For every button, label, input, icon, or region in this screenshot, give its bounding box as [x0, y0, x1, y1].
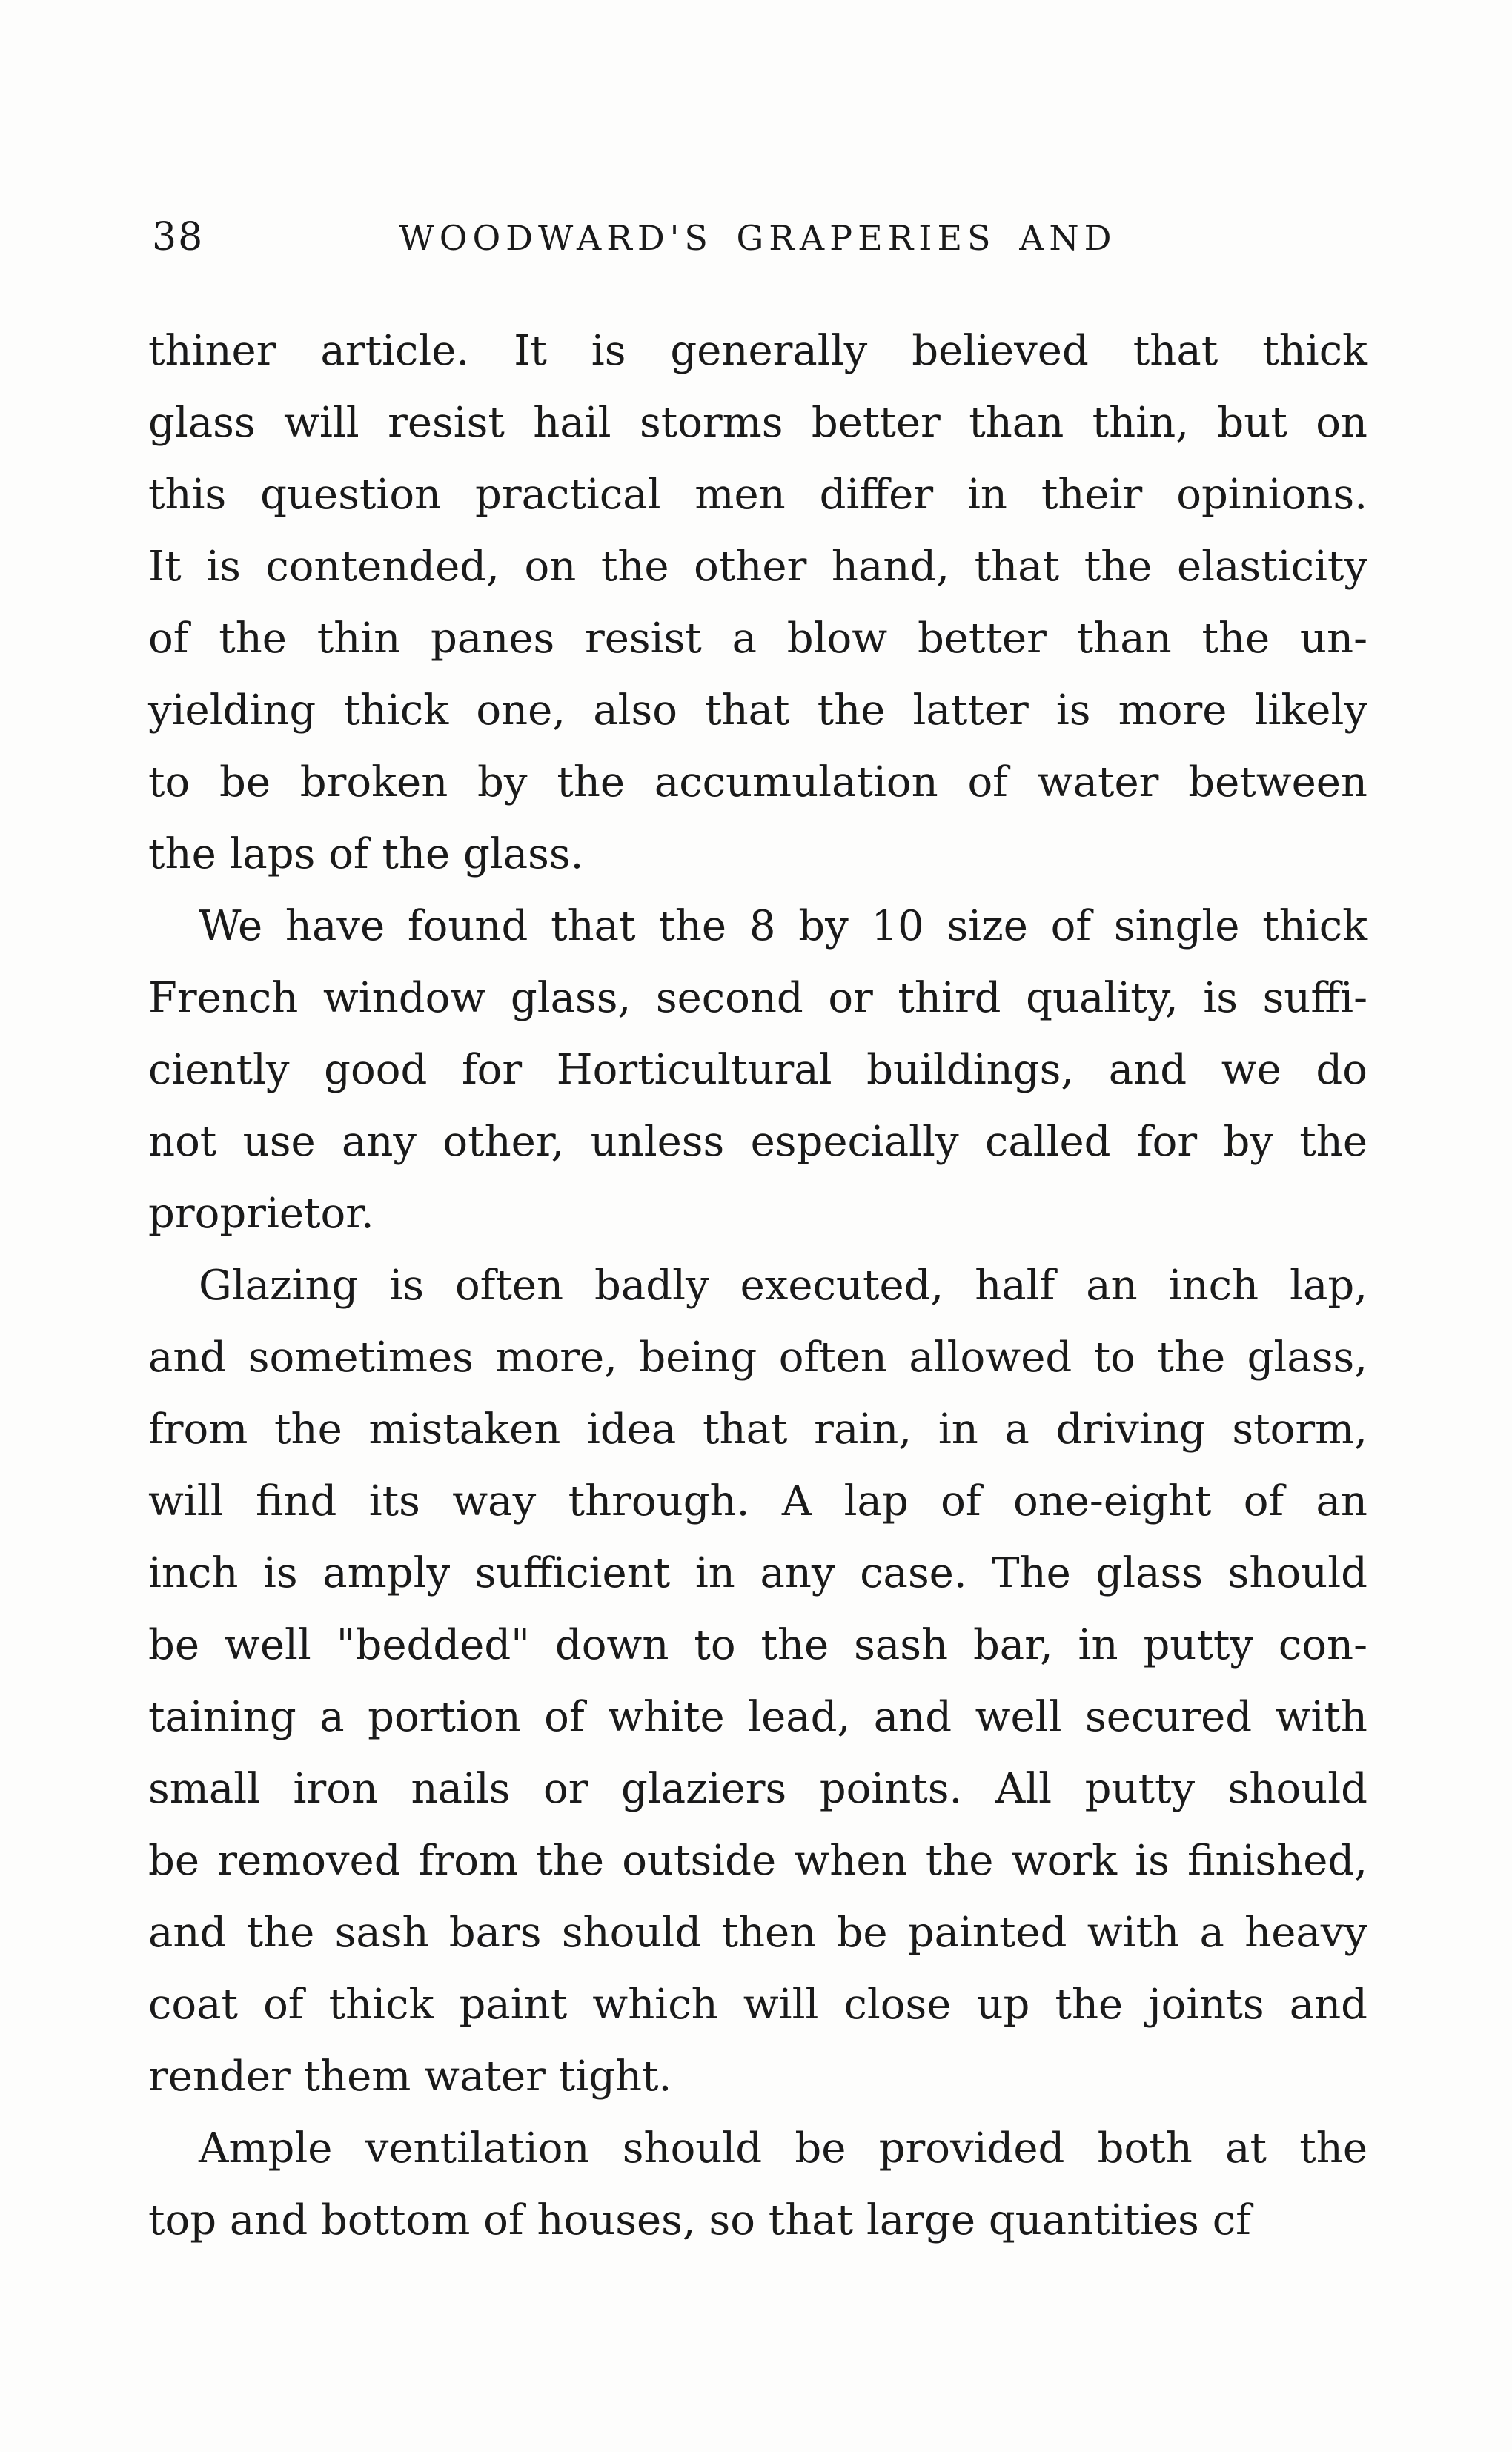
text-column: [148, 215, 1367, 2256]
text-line: render them water tight.: [148, 2052, 672, 2101]
text-line: coat of thick paint which will close up the joints and: [148, 1981, 1367, 2029]
paragraph: [148, 2113, 1367, 2256]
text-line: proprietor.: [148, 1190, 374, 1238]
text-line: Ample ventilation should be provided both at the: [199, 2124, 1367, 2173]
page-number: 38: [152, 215, 205, 259]
text-line: not use any other, unless especially called for by the: [148, 1118, 1367, 1166]
text-line: thiner article. It is generally believed that thick: [148, 327, 1367, 375]
text-line: inch is amply sufficient in any case. The glass should: [148, 1549, 1367, 1597]
text-line: taining a portion of white lead, and well secured with: [148, 1693, 1367, 1741]
text-line: be removed from the outside when the work is finished,: [148, 1837, 1367, 1885]
text-line: It is contended, on the other hand, that the elasticity: [148, 543, 1367, 591]
text-line: and the sash bars should then be painted with a heavy: [148, 1909, 1367, 1957]
paragraph: [148, 1250, 1367, 2113]
page-header: [148, 215, 1367, 271]
text-line: We have found that the 8 by 10 size of single thick: [199, 902, 1367, 950]
text-line: ciently good for Horticultural buildings, and we do: [148, 1046, 1367, 1094]
text-line: top and bottom of houses, so that large quantities cf: [148, 2196, 1251, 2244]
text-line: and sometimes more, being often allowed to the glass,: [148, 1333, 1367, 1382]
page-body: [148, 315, 1367, 2256]
text-line: this question practical men differ in their opinions.: [148, 471, 1367, 519]
running-head: WOODWARD'S GRAPERIES AND: [399, 218, 1117, 258]
text-line: Glazing is often badly executed, half an inch lap,: [199, 1262, 1367, 1310]
text-line: French window glass, second or third quality, is suffi-: [148, 974, 1367, 1022]
text-line: glass will resist hail storms better than thin, but on: [148, 399, 1367, 447]
text-line: to be broken by the accumulation of water between: [148, 758, 1367, 806]
text-line: from the mistaken idea that rain, in a driving storm,: [148, 1405, 1367, 1454]
text-line: small iron nails or glaziers points. All putty should: [148, 1765, 1367, 1813]
text-line: the laps of the glass.: [148, 830, 584, 878]
paragraph: [148, 315, 1367, 890]
text-line: be well "bedded" down to the sash bar, in putty con-: [148, 1621, 1367, 1669]
text-line: yielding thick one, also that the latter is more likely: [148, 686, 1367, 735]
paragraph: [148, 890, 1367, 1250]
text-line: of the thin panes resist a blow better than the un-: [148, 614, 1367, 663]
text-line: will find its way through. A lap of one-eight of an: [148, 1477, 1367, 1525]
